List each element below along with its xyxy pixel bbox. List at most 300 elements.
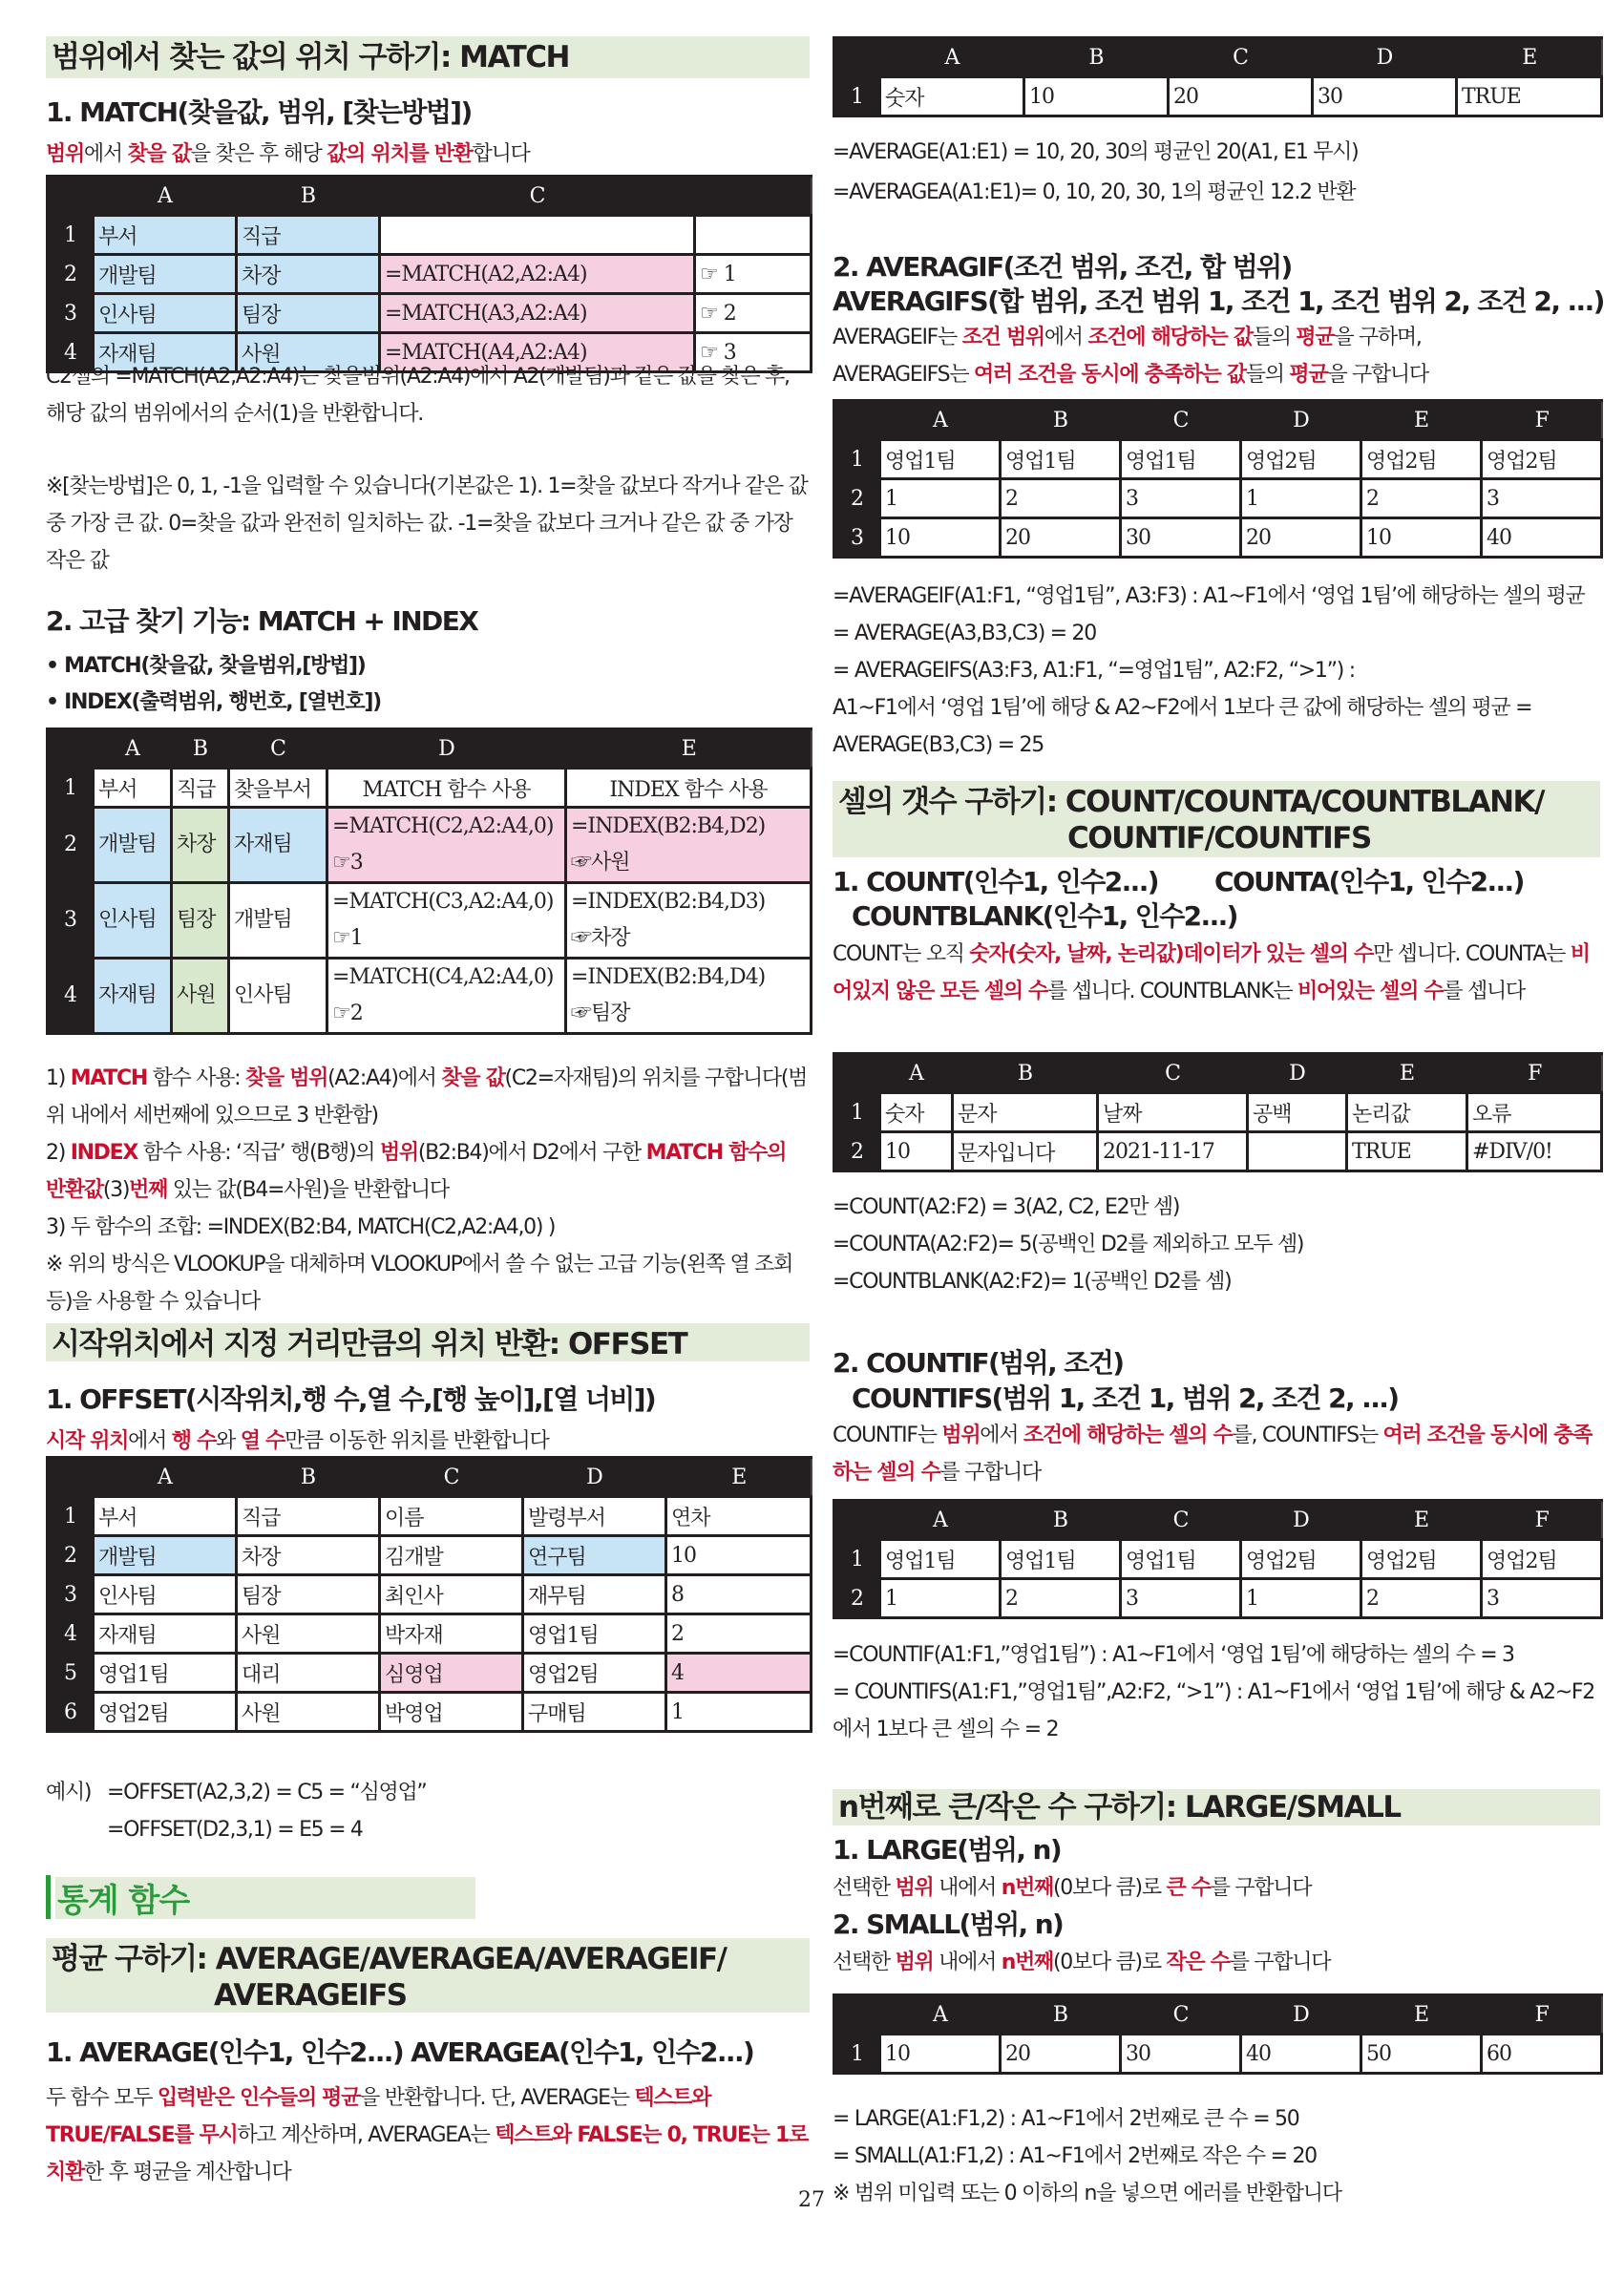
column-header: B xyxy=(1001,401,1121,440)
cell: 김개발 xyxy=(380,1536,523,1575)
column-header: A xyxy=(880,1501,1001,1540)
column-header: E xyxy=(1347,1054,1467,1093)
table-row xyxy=(48,1614,812,1654)
large-syntax-title: 1. LARGE(범위, n) xyxy=(833,1834,1062,1866)
row-number: 3 xyxy=(834,518,880,558)
row-number: 1 xyxy=(834,77,880,116)
cell: 20 xyxy=(1001,2035,1121,2074)
highlight: 여러 조건을 동시에 충족하는 셀의 수 xyxy=(833,1424,1592,1485)
text: 내에서 xyxy=(933,1951,1002,1974)
column-header-row xyxy=(834,1995,1602,2035)
row-number: 1 xyxy=(834,2035,880,2074)
cell: 10 xyxy=(880,2035,1001,2074)
cell xyxy=(695,216,812,255)
section-title-text: 시작위치에서 지정 거리만큼의 위치 반환: OFFSET xyxy=(52,1327,687,1361)
text: 하고 계산하며, AVERAGEA는 xyxy=(237,2123,496,2147)
text: (0보다 큼)로 xyxy=(1053,1876,1167,1900)
column-header: B xyxy=(237,1458,380,1497)
text: 를 구합니다 xyxy=(939,1461,1041,1485)
column-header: C xyxy=(380,177,695,216)
text: 를 구합니다 xyxy=(1229,1951,1331,1974)
cell: 연차 xyxy=(666,1497,812,1536)
averageif-description xyxy=(833,319,1422,356)
section-title-count xyxy=(833,781,1600,857)
cell: 차장 xyxy=(237,1536,380,1575)
cell: 2 xyxy=(1361,479,1482,518)
row-number: 2 xyxy=(834,1579,880,1618)
table-row xyxy=(834,2035,1602,2074)
cell: 영업1팀 xyxy=(1121,440,1241,479)
text: 를 구합니다 xyxy=(1210,1876,1312,1900)
averageif-example-table xyxy=(833,399,1603,559)
highlight: n번째 xyxy=(1001,1876,1053,1900)
cell: 직급 xyxy=(237,1497,380,1536)
table-row xyxy=(834,1540,1602,1579)
cell: 영업2팀 xyxy=(1482,440,1602,479)
cell: 찾을부서 xyxy=(229,769,327,808)
large-description xyxy=(833,1869,1311,1907)
result-cell: ☞ 3 xyxy=(695,333,812,372)
cell: 개발팀 xyxy=(94,1536,237,1575)
highlight: 범위 xyxy=(46,142,84,166)
cell: 2 xyxy=(1361,1579,1482,1618)
highlight: MATCH 함수의 반환값 xyxy=(46,1141,787,1202)
column-header: E xyxy=(1361,401,1482,440)
highlight: 조건에 해당하는 값 xyxy=(1087,326,1253,349)
corner-cell xyxy=(834,38,880,77)
table-row xyxy=(48,1575,812,1614)
match-syntax-title: 1. MATCH(찾을값, 범위, [찾는방법]) xyxy=(46,96,472,128)
cell: 영업1팀 xyxy=(1001,1540,1121,1579)
highlight: 비어있지 않은 모든 셀의 수 xyxy=(833,942,1590,1003)
table-row xyxy=(48,1536,812,1575)
text: COUNT는 오직 xyxy=(833,942,970,966)
text: 들의 xyxy=(1252,326,1297,349)
cell: INDEX 함수 사용 xyxy=(566,769,812,808)
formula-cell xyxy=(327,883,566,959)
cell: 박영업 xyxy=(380,1693,523,1732)
cell: 영업2팀 xyxy=(523,1654,666,1693)
countif-description xyxy=(833,1417,1600,1491)
row-number: 6 xyxy=(48,1693,94,1732)
count-example-table xyxy=(833,1052,1603,1172)
note-1: =COUNTIF(A1:F1,”영업1팀”) : A1~F1에서 ‘영업 1팀’에 해당하는 셀의 수 = 3 xyxy=(833,1643,1514,1667)
text: (0보다 큼)로 xyxy=(1053,1951,1167,1974)
cell: 인사팀 xyxy=(94,1575,237,1614)
table-row xyxy=(48,294,812,333)
cell: 직급 xyxy=(237,216,380,255)
cell: 오류 xyxy=(1467,1093,1602,1132)
highlight: 범위 xyxy=(941,1424,981,1447)
cell: 사원 xyxy=(237,333,380,372)
highlight: 텍스트와 FALSE는 0, TRUE는 1로 치환 xyxy=(46,2123,808,2184)
cell: 사원 xyxy=(237,1693,380,1732)
row-number: 2 xyxy=(48,808,94,883)
small-description xyxy=(833,1944,1330,1981)
formula-cell xyxy=(566,959,812,1034)
result-cell: ☞ 1 xyxy=(695,255,812,294)
highlight: 범위 xyxy=(895,1951,934,1974)
averageif-syntax-title: 2. AVERAGIF(조건 범위, 조건, 합 범위) xyxy=(833,251,1292,283)
table-row xyxy=(834,440,1602,479)
text: (B2:B4)에서 D2에서 구한 xyxy=(417,1141,646,1165)
cell: 개발팀 xyxy=(94,255,237,294)
row-number: 4 xyxy=(48,1614,94,1654)
count-notes xyxy=(833,1189,1303,1300)
corner-cell xyxy=(834,1054,880,1093)
column-header: C xyxy=(1121,1501,1241,1540)
formula-cell xyxy=(566,883,812,959)
cell: 2 xyxy=(1001,1579,1121,1618)
text: 들의 xyxy=(1245,363,1290,387)
cell: 영업2팀 xyxy=(1361,440,1482,479)
cell: 직급 xyxy=(172,769,229,808)
formula-cell xyxy=(327,959,566,1034)
table-row xyxy=(48,1497,812,1536)
cell: 영업1팀 xyxy=(880,440,1001,479)
cell: 10 xyxy=(1024,77,1169,116)
row-number: 1 xyxy=(834,1540,880,1579)
cell: 10 xyxy=(880,518,1001,558)
row-number: 4 xyxy=(48,333,94,372)
column-header: B xyxy=(1024,38,1169,77)
cell: 인사팀 xyxy=(229,959,327,1034)
note-3: ※ 범위 미입력 또는 0 이하의 n을 넣으면 에러를 반환합니다 xyxy=(833,2182,1341,2205)
highlight: 번째 xyxy=(129,1178,168,1202)
cell: 개발팀 xyxy=(94,808,172,883)
row-number: 1 xyxy=(48,769,94,808)
column-header: D xyxy=(1313,38,1457,77)
note-1: =AVERAGEIF(A1:F1, “영업1팀”, A3:F3) : A1~F1에서 ‘영업 1팀’에 해당하는 셀의 평균 = AVERAGE(A3,B3,C3) = 20 xyxy=(833,584,1585,645)
row-number: 5 xyxy=(48,1654,94,1693)
cell: 날짜 xyxy=(1098,1093,1248,1132)
column-header: A xyxy=(880,38,1024,77)
cell: 영업2팀 xyxy=(1241,1540,1361,1579)
column-header: D xyxy=(327,729,566,769)
text: 를, COUNTIFS는 xyxy=(1232,1424,1383,1447)
column-header: E xyxy=(566,729,812,769)
chapter-title: 통계 함수 xyxy=(57,1882,190,1920)
row-number: 2 xyxy=(834,479,880,518)
cell: 차장 xyxy=(172,808,229,883)
corner-cell xyxy=(48,729,94,769)
formula-cell xyxy=(566,808,812,883)
highlight: 범위 xyxy=(895,1876,934,1900)
row-number: 1 xyxy=(834,1093,880,1132)
column-header: B xyxy=(953,1054,1098,1093)
column-header: C xyxy=(1121,1995,1241,2035)
row-number: 1 xyxy=(834,440,880,479)
text: COUNTIF는 xyxy=(833,1424,942,1447)
column-header: E xyxy=(1361,1995,1482,2035)
formula-cell xyxy=(327,808,566,883)
column-header: E xyxy=(1457,38,1602,77)
text: 에서 xyxy=(1044,326,1088,349)
cell: 3 xyxy=(1121,479,1241,518)
column-header: A xyxy=(880,1995,1001,2035)
row-number: 3 xyxy=(48,1575,94,1614)
offset-syntax-title: 1. OFFSET(시작위치,행 수,열 수,[행 높이],[열 너비]) xyxy=(46,1383,656,1415)
note-1 xyxy=(46,1060,810,1134)
highlight: 조건 범위 xyxy=(961,326,1044,349)
column-header: E xyxy=(1361,1501,1482,1540)
corner-cell xyxy=(834,1501,880,1540)
match-index-title: 2. 고급 찾기 기능: MATCH + INDEX xyxy=(46,605,478,637)
column-header-row xyxy=(834,1054,1602,1093)
note-4: ※ 위의 방식은 VLOOKUP을 대체하며 VLOOKUP에서 쓸 수 없는 고급 기능(왼쪽 열 조회 등)을 사용할 수 있습니다 xyxy=(46,1253,793,1314)
highlight: 평균 xyxy=(1296,326,1335,349)
column-header-row xyxy=(834,401,1602,440)
section-title-match xyxy=(46,36,810,78)
text: 을 찾은 후 해당 xyxy=(190,142,327,166)
note-3: =COUNTBLANK(A2:F2)= 1(공백인 D2를 셈) xyxy=(833,1270,1232,1294)
cell: 팀장 xyxy=(172,883,229,959)
large-small-notes xyxy=(833,2100,1341,2212)
result-cell: ☞ 2 xyxy=(695,294,812,333)
cell: 인사팀 xyxy=(94,883,172,959)
formula: =INDEX(B2:B4,D3) xyxy=(571,890,766,914)
cell: 영업2팀 xyxy=(1361,1540,1482,1579)
table-row xyxy=(834,518,1602,558)
note-1: =COUNT(A2:F2) = 3(A2, C2, E2만 셈) xyxy=(833,1195,1180,1219)
formula-cell: =MATCH(A2,A2:A4) xyxy=(380,255,695,294)
column-header: F xyxy=(1482,401,1602,440)
table-row xyxy=(834,1093,1602,1132)
column-header: D xyxy=(1241,1501,1361,1540)
cell: 30 xyxy=(1313,77,1457,116)
table-row xyxy=(834,1579,1602,1618)
table-row xyxy=(48,959,812,1034)
highlight: 값의 위치를 반환 xyxy=(327,142,473,166)
chapter-accent-bar xyxy=(46,1875,51,1919)
text: 2) xyxy=(46,1141,71,1165)
text: 만큼 이동한 위치를 반환합니다 xyxy=(284,1429,549,1453)
cell: 개발팀 xyxy=(229,883,327,959)
note-3: A1~F1에서 ‘영업 1팀’에 해당 & A2~F2에서 1보다 큰 값에 해당하는 셀의 평균 = AVERAGE(B3,C3) = 25 xyxy=(833,696,1532,757)
column-header: F xyxy=(1482,1501,1602,1540)
row-number: 2 xyxy=(834,1132,880,1171)
highlight: 입력받은 인수들의 평균 xyxy=(157,2086,361,2110)
cell: 20 xyxy=(1169,77,1313,116)
cell: 20 xyxy=(1001,518,1121,558)
cell: 심영업 xyxy=(380,1654,523,1693)
cell: 이름 xyxy=(380,1497,523,1536)
text: 을 구하며, xyxy=(1334,326,1422,349)
cell: 40 xyxy=(1241,2035,1361,2074)
cell: 자재팀 xyxy=(229,808,327,883)
section-title-text: n번째로 큰/작은 수 구하기: LARGE/SMALL xyxy=(838,1790,1401,1825)
averageifs-description xyxy=(833,356,1428,393)
column-header-row xyxy=(48,177,812,216)
formula: =MATCH(C3,A2:A4,0) xyxy=(332,890,554,914)
counta-syntax-title: COUNTA(인수1, 인수2...) xyxy=(1214,866,1524,897)
row-number: 3 xyxy=(48,883,94,959)
table-row xyxy=(48,216,812,255)
table-row xyxy=(834,1132,1602,1171)
text: AVERAGEIF는 xyxy=(833,326,962,349)
column-header: F xyxy=(1467,1054,1602,1093)
column-header: A xyxy=(94,1458,237,1497)
text: (3) xyxy=(102,1178,130,1202)
cell: 영업1팀 xyxy=(1121,1540,1241,1579)
cell: 자재팀 xyxy=(94,959,172,1034)
cell: 영업2팀 xyxy=(1241,440,1361,479)
formula-cell: =MATCH(A4,A2:A4) xyxy=(380,333,695,372)
match-description xyxy=(46,136,529,173)
cell: 부서 xyxy=(94,769,172,808)
result: ☞차장 xyxy=(571,926,630,950)
note-2: = AVERAGEIFS(A3:F3, A1:F1, “=영업1팀”, A2:F2, “>1”) : xyxy=(833,659,1355,683)
highlight: 여러 조건을 동시에 충족하는 값 xyxy=(973,363,1246,387)
text: 와 xyxy=(216,1429,241,1453)
highlight: 숫자(숫자, 날짜, 논리값)데이터가 있는 셀의 수 xyxy=(969,942,1373,966)
column-header: D xyxy=(523,1458,666,1497)
column-header: D xyxy=(1241,401,1361,440)
cell: 문자입니다 xyxy=(953,1132,1098,1171)
match-note: C2셀의 =MATCH(A2,A2:A4)는 찾을범위(A2:A4)에서 A2(개발팀)과 같은 값을 찾은 후, 해당 값의 범위에서의 순서(1)을 반환합니다. xyxy=(46,365,790,426)
index-syntax-bullet: • INDEX(출력범위, 행번호, [열번호]) xyxy=(46,690,381,714)
cell: 공백 xyxy=(1248,1093,1347,1132)
countifs-syntax-title: COUNTIFS(범위 1, 조건 1, 범위 2, 조건 2, ...) xyxy=(852,1382,1399,1414)
countif-notes xyxy=(833,1636,1596,1748)
corner-cell xyxy=(834,1995,880,2035)
result: ☞사원 xyxy=(571,851,630,875)
cell: 40 xyxy=(1482,518,1602,558)
small-syntax-title: 2. SMALL(범위, n) xyxy=(833,1909,1064,1940)
text: 함수 사용: ‘직급’ 행(B행)의 xyxy=(137,1141,380,1165)
cell: 10 xyxy=(880,1132,953,1171)
corner-cell xyxy=(48,1458,94,1497)
row-number: 1 xyxy=(48,216,94,255)
column-header: B xyxy=(237,177,380,216)
cell: 사원 xyxy=(237,1614,380,1654)
formula: =MATCH(C4,A2:A4,0) xyxy=(332,965,554,989)
note-1: = LARGE(A1:F1,2) : A1~F1에서 2번째로 큰 수 = 50 xyxy=(833,2107,1299,2131)
cell: 사원 xyxy=(172,959,229,1034)
highlight: n번째 xyxy=(1001,1951,1053,1974)
cell xyxy=(1248,1132,1347,1171)
cell: 1 xyxy=(666,1693,812,1732)
cell: 연구팀 xyxy=(523,1536,666,1575)
column-header: B xyxy=(1001,1501,1121,1540)
cell: #DIV/0! xyxy=(1467,1132,1602,1171)
cell: 부서 xyxy=(94,1497,237,1536)
column-header: B xyxy=(1001,1995,1121,2035)
highlight: 찾을 범위 xyxy=(244,1066,328,1090)
section-title-large-small xyxy=(833,1789,1600,1825)
cell: 1 xyxy=(1241,479,1361,518)
average-note-1: =AVERAGE(A1:E1) = 10, 20, 30의 평균인 20(A1, E1 무시) xyxy=(833,140,1359,164)
row-number: 1 xyxy=(48,1497,94,1536)
text: 에서 xyxy=(980,1424,1023,1447)
text: 에서 xyxy=(83,142,128,166)
section-title-text: 범위에서 찾는 값의 위치 구하기: MATCH xyxy=(52,40,569,74)
match-index-notes xyxy=(46,1060,810,1320)
averageif-notes xyxy=(833,578,1596,764)
text: (A2:A4)에서 xyxy=(327,1066,442,1090)
cell xyxy=(380,216,695,255)
text: 선택한 xyxy=(833,1876,896,1900)
table-row xyxy=(48,1654,812,1693)
cell: TRUE xyxy=(1347,1132,1467,1171)
table-row xyxy=(48,883,812,959)
cell: 2 xyxy=(666,1614,812,1654)
cell: 8 xyxy=(666,1575,812,1614)
section-title-text-cont: AVERAGEIFS xyxy=(214,1978,407,2013)
cell: 영업1팀 xyxy=(1001,440,1121,479)
column-header xyxy=(695,177,812,216)
cell: 인사팀 xyxy=(94,294,237,333)
cell: 문자 xyxy=(953,1093,1098,1132)
column-header: F xyxy=(1482,1995,1602,2035)
cell: 영업1팀 xyxy=(94,1654,237,1693)
cell: 30 xyxy=(1121,518,1241,558)
text: 를 셉니다. COUNTBLANK는 xyxy=(1046,980,1297,1003)
highlight: 시작 위치 xyxy=(46,1429,129,1453)
highlight: 범위 xyxy=(379,1141,418,1165)
cell: 자재팀 xyxy=(94,1614,237,1654)
cell: 2 xyxy=(1001,479,1121,518)
cell: 4 xyxy=(666,1654,812,1693)
cell: 2021-11-17 xyxy=(1098,1132,1248,1171)
result: ☞1 xyxy=(332,926,363,950)
average-note-2: =AVERAGEA(A1:E1)= 0, 10, 20, 30, 1의 평균인 12.2 반환 xyxy=(833,180,1356,204)
section-title-text: 셀의 갯수 구하기: COUNT/COUNTA/COUNTBLANK/ xyxy=(838,785,1544,819)
cell: 숫자 xyxy=(880,1093,953,1132)
text: 을 반환합니다. 단, AVERAGE는 xyxy=(360,2086,635,2110)
cell: 60 xyxy=(1482,2035,1602,2074)
offset-example-label: 예시) xyxy=(46,1781,92,1804)
highlight: 열 수 xyxy=(240,1429,285,1453)
cell: 구매팀 xyxy=(523,1693,666,1732)
text: AVERAGEIFS는 xyxy=(833,363,974,387)
count-syntax-title: 1. COUNT(인수1, 인수2...) xyxy=(833,866,1158,897)
match-index-table xyxy=(46,728,812,1035)
note-3: 3) 두 함수의 조합: =INDEX(B2:B4, MATCH(C2,A2:A4,0) ) xyxy=(46,1215,556,1239)
table-row xyxy=(48,255,812,294)
column-header-row xyxy=(834,1501,1602,1540)
note-2: = COUNTIFS(A1:F1,”영업1팀”,A2:F2, “>1”) : A1~F1에서 ‘영업 1팀’에 해당 & A2~F2에서 1보다 큰 셀의 수 = 2 xyxy=(833,1680,1594,1741)
text: 내에서 xyxy=(933,1876,1002,1900)
column-header: E xyxy=(666,1458,812,1497)
text: 선택한 xyxy=(833,1951,896,1974)
highlight: 찾을 값 xyxy=(441,1066,505,1090)
cell: 10 xyxy=(1361,518,1482,558)
match-example-table xyxy=(46,175,812,373)
average-syntax-title: 1. AVERAGE(인수1, 인수2...) AVERAGEA(인수1, 인수2...) xyxy=(46,2036,754,2068)
match-syntax-bullet: • MATCH(찾을값, 찾을범위,[방법]) xyxy=(46,654,366,678)
cell: 박자재 xyxy=(380,1614,523,1654)
row-number: 4 xyxy=(48,959,94,1034)
table-row xyxy=(48,808,812,883)
cell: 3 xyxy=(1482,1579,1602,1618)
table-row xyxy=(48,769,812,808)
cell: 50 xyxy=(1361,2035,1482,2074)
cell: 부서 xyxy=(94,216,237,255)
column-header: C xyxy=(1098,1054,1248,1093)
column-header: D xyxy=(1241,1995,1361,2035)
cell: 차장 xyxy=(237,255,380,294)
offset-example-table xyxy=(46,1456,812,1733)
result: ☞3 xyxy=(332,851,363,875)
highlight: INDEX xyxy=(70,1141,138,1165)
highlight: 비어있는 셀의 수 xyxy=(1297,980,1444,1003)
cell: TRUE xyxy=(1457,77,1602,116)
cell: 1 xyxy=(1241,1579,1361,1618)
cell: 20 xyxy=(1241,518,1361,558)
highlight: 텍스트와 TRUE/FALSE를 무시 xyxy=(46,2086,711,2147)
cell: 팀장 xyxy=(237,294,380,333)
